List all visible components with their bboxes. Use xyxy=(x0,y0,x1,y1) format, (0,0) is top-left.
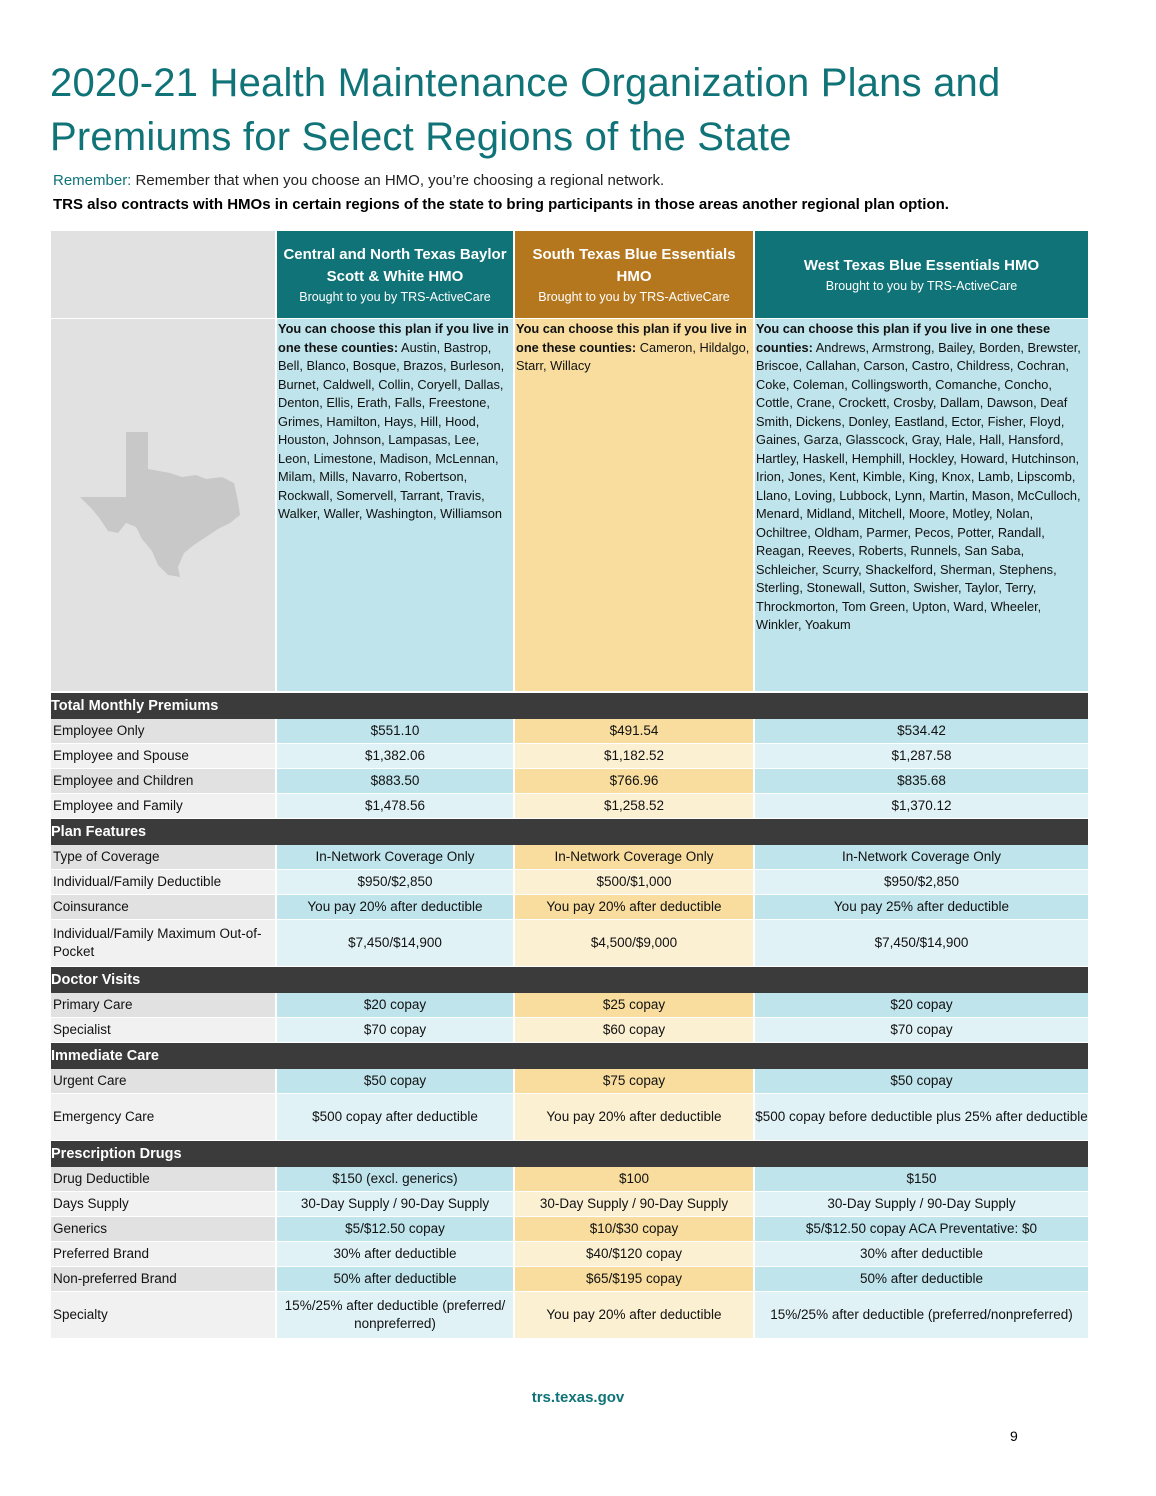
row-label: Generics xyxy=(51,1217,277,1242)
table-cell: 30-Day Supply / 90-Day Supply xyxy=(755,1192,1088,1217)
section-header xyxy=(51,693,1088,719)
table-cell: $50 copay xyxy=(755,1069,1088,1094)
table-cell: $70 copay xyxy=(277,1018,515,1043)
table-cell: $5/$12.50 copay xyxy=(277,1217,515,1242)
table-cell: 15%/25% after deductible (preferred/ nonpreferred) xyxy=(277,1292,515,1339)
plan-name: Central and North Texas Baylor Scott & White HMO xyxy=(283,245,507,285)
remember-label: Remember: xyxy=(53,172,132,189)
table-cell: In-Network Coverage Only xyxy=(277,845,515,870)
table-row xyxy=(51,870,1088,895)
table-cell: $150 (excl. generics) xyxy=(277,1167,515,1192)
table-cell: $60 copay xyxy=(515,1018,755,1043)
footer-url[interactable]: trs.texas.gov xyxy=(531,1389,625,1406)
section-title: Plan Features xyxy=(51,819,1088,845)
table-cell: 50% after deductible xyxy=(277,1267,515,1292)
table-cell: You pay 20% after deductible xyxy=(515,1094,755,1141)
section-header xyxy=(51,1141,1088,1167)
table-cell: $950/$2,850 xyxy=(277,870,515,895)
table-cell: $551.10 xyxy=(277,719,515,744)
table-row xyxy=(51,1094,1088,1141)
section-title: Doctor Visits xyxy=(51,967,1088,993)
row-label: Employee and Family xyxy=(51,794,277,819)
table-cell: $25 copay xyxy=(515,993,755,1018)
table-row xyxy=(51,1069,1088,1094)
section-title: Total Monthly Premiums xyxy=(51,693,1088,719)
counties-lead: You can choose this plan if you live in one these counties: xyxy=(756,321,1051,355)
table-cell: $75 copay xyxy=(515,1069,755,1094)
table-row xyxy=(51,920,1088,967)
plan-byline: Brought to you by TRS-ActiveCare xyxy=(538,289,730,304)
table-row xyxy=(51,993,1088,1018)
table-cell: $7,450/$14,900 xyxy=(277,920,515,967)
table-cell: $835.68 xyxy=(755,769,1088,794)
row-label: Emergency Care xyxy=(51,1094,277,1141)
table-cell: $5/$12.50 copay ACA Preventative: $0 xyxy=(755,1217,1088,1242)
table-cell: You pay 20% after deductible xyxy=(277,895,515,920)
table-cell: 50% after deductible xyxy=(755,1267,1088,1292)
table-cell: You pay 25% after deductible xyxy=(755,895,1088,920)
row-label: Employee and Spouse xyxy=(51,744,277,769)
row-label: Employee Only xyxy=(51,719,277,744)
table-cell: 30% after deductible xyxy=(277,1242,515,1267)
counties-row xyxy=(51,319,1088,693)
table-row xyxy=(51,845,1088,870)
table-cell: 30% after deductible xyxy=(755,1242,1088,1267)
table-row xyxy=(51,895,1088,920)
page-number: 9 xyxy=(1010,1428,1018,1444)
row-label: Primary Care xyxy=(51,993,277,1018)
counties-lead: You can choose this plan if you live in one these counties: xyxy=(278,321,509,355)
table-cell: $500/$1,000 xyxy=(515,870,755,895)
plan-header-south xyxy=(515,231,755,319)
table-cell: $500 copay after deductible xyxy=(277,1094,515,1141)
table-cell: $883.50 xyxy=(277,769,515,794)
table-cell: $70 copay xyxy=(755,1018,1088,1043)
remember-text: Remember that when you choose an HMO, you’re choosing a regional network. xyxy=(135,172,665,189)
section-title: Immediate Care xyxy=(51,1043,1088,1069)
table-cell: $4,500/$9,000 xyxy=(515,920,755,967)
table-cell: $20 copay xyxy=(277,993,515,1018)
counties-list: Cameron, Hildalgo, Starr, Willacy xyxy=(516,339,750,373)
plan-header-row xyxy=(51,231,1088,319)
counties-west xyxy=(755,319,1088,693)
table-cell: $500 copay before deductible plus 25% after deductible xyxy=(755,1094,1088,1141)
table-cell: $1,382.06 xyxy=(277,744,515,769)
table-cell: $20 copay xyxy=(755,993,1088,1018)
table-row xyxy=(51,1292,1088,1339)
table-cell: $1,258.52 xyxy=(515,794,755,819)
table-row xyxy=(51,1018,1088,1043)
table-row xyxy=(51,1267,1088,1292)
table-cell: $40/$120 copay xyxy=(515,1242,755,1267)
row-label: Preferred Brand xyxy=(51,1242,277,1267)
plan-byline: Brought to you by TRS-ActiveCare xyxy=(825,278,1018,293)
table-cell: You pay 20% after deductible xyxy=(515,1292,755,1339)
table-cell: $10/$30 copay xyxy=(515,1217,755,1242)
table-row xyxy=(51,1217,1088,1242)
table-cell: 30-Day Supply / 90-Day Supply xyxy=(515,1192,755,1217)
row-label: Individual/Family Deductible xyxy=(51,870,277,895)
table-cell: $65/$195 copay xyxy=(515,1267,755,1292)
counties-central xyxy=(277,319,515,693)
table-cell: $491.54 xyxy=(515,719,755,744)
row-label: Employee and Children xyxy=(51,769,277,794)
table-cell: $534.42 xyxy=(755,719,1088,744)
row-label: Urgent Care xyxy=(51,1069,277,1094)
table-row xyxy=(51,1167,1088,1192)
row-label: Non-preferred Brand xyxy=(51,1267,277,1292)
texas-map xyxy=(51,319,277,693)
table-row xyxy=(51,744,1088,769)
section-header xyxy=(51,967,1088,993)
table-cell: $766.96 xyxy=(515,769,755,794)
counties-list: Austin, Bastrop, Bell, Blanco, Bosque, Brazos, Burleson, Burnet, Caldwell, Collin, Coryell, Dallas, Denton, Ellis, Erath, Falls, Freestone, Grimes, Hamilton, Hays, Hill, Hood, Houston, Johnson, Lampasas, Lee, Leon, Limestone, Madison, McLennan, Milam, Mills, Navarro, Robertson, Rockwall, Somervell, Tarrant, Travis, Walker, Waller, Washington, Williamson xyxy=(278,339,505,521)
section-header xyxy=(51,1043,1088,1069)
table-row xyxy=(51,719,1088,744)
table-cell: $100 xyxy=(515,1167,755,1192)
table-cell: In-Network Coverage Only xyxy=(755,845,1088,870)
page-title: 2020-21 Health Maintenance Organization Plans and Premiums for Select Regions of the State xyxy=(50,61,1001,159)
plan-byline: Brought to you by TRS-ActiveCare xyxy=(299,289,491,304)
subnote: TRS also contracts with HMOs in certain regions of the state to bring participants in those areas another regional plan option. xyxy=(53,196,949,213)
plan-header-central xyxy=(277,231,515,319)
table-cell: $1,287.58 xyxy=(755,744,1088,769)
counties-south xyxy=(515,319,755,693)
table-cell: $150 xyxy=(755,1167,1088,1192)
row-label: Days Supply xyxy=(51,1192,277,1217)
table-cell: You pay 20% after deductible xyxy=(515,895,755,920)
section-title: Prescription Drugs xyxy=(51,1141,1088,1167)
header-blank xyxy=(51,231,277,319)
row-label: Specialty xyxy=(51,1292,277,1339)
row-label: Type of Coverage xyxy=(51,845,277,870)
table-cell: $950/$2,850 xyxy=(755,870,1088,895)
table-row xyxy=(51,769,1088,794)
table-cell: $50 copay xyxy=(277,1069,515,1094)
table-cell: $1,478.56 xyxy=(277,794,515,819)
row-label: Coinsurance xyxy=(51,895,277,920)
remember-note xyxy=(53,172,664,189)
plans-table xyxy=(51,231,1088,1339)
section-header xyxy=(51,819,1088,845)
plan-header-west xyxy=(755,231,1088,319)
plan-name: West Texas Blue Essentials HMO xyxy=(803,256,1040,274)
table-cell: $7,450/$14,900 xyxy=(755,920,1088,967)
table-cell: $1,182.52 xyxy=(515,744,755,769)
row-label: Individual/Family Maximum Out-of-Pocket xyxy=(51,920,277,967)
table-row xyxy=(51,794,1088,819)
table-cell: $1,370.12 xyxy=(755,794,1088,819)
table-cell: 30-Day Supply / 90-Day Supply xyxy=(277,1192,515,1217)
table-row xyxy=(51,1242,1088,1267)
table-row xyxy=(51,1192,1088,1217)
table-cell: 15%/25% after deductible (preferred/nonpreferred) xyxy=(755,1292,1088,1339)
table-cell: In-Network Coverage Only xyxy=(515,845,755,870)
row-label: Drug Deductible xyxy=(51,1167,277,1192)
row-label: Specialist xyxy=(51,1018,277,1043)
counties-lead: You can choose this plan if you live in one these counties: xyxy=(516,321,747,355)
plan-name: South Texas Blue Essentials HMO xyxy=(532,245,736,285)
counties-list: Andrews, Armstrong, Bailey, Borden, Brewster, Briscoe, Callahan, Carson, Castro, Childress, Cochran, Coke, Coleman, Collingsworth, Comanche, Concho, Cottle, Crane, Crockett, Crosby, Dallam, Dawson, Deaf Smith, Dickens, Donley, Eastland, Ector, Fisher, Floyd, Gaines, Garza, Glasscock, Gray, Hale, Hall, Hansford, Hartley, Haskell, Hemphill, Hockley, Howard, Hutchinson, Irion, Jones, Kent, Kimble, King, Knox, Lamb, Lipscomb, Llano, Loving, Lubbock, Lynn, Martin, Mason, McCulloch, Menard, Midland, Mitchell, Moore, Motley, Nolan, Ochiltree, Oldham, Parmer, Pecos, Potter, Randall, Reagan, Reeves, Roberts, Runnels, San Saba, Schleicher, Scurry, Shackelford, Sherman, Stephens, Sterling, Stonewall, Sutton, Swisher, Taylor, Terry, Throckmorton, Tom Green, Upton, Ward, Wheeler, Winkler, Yoakum xyxy=(756,339,1081,632)
texas-map-icon xyxy=(78,427,248,577)
